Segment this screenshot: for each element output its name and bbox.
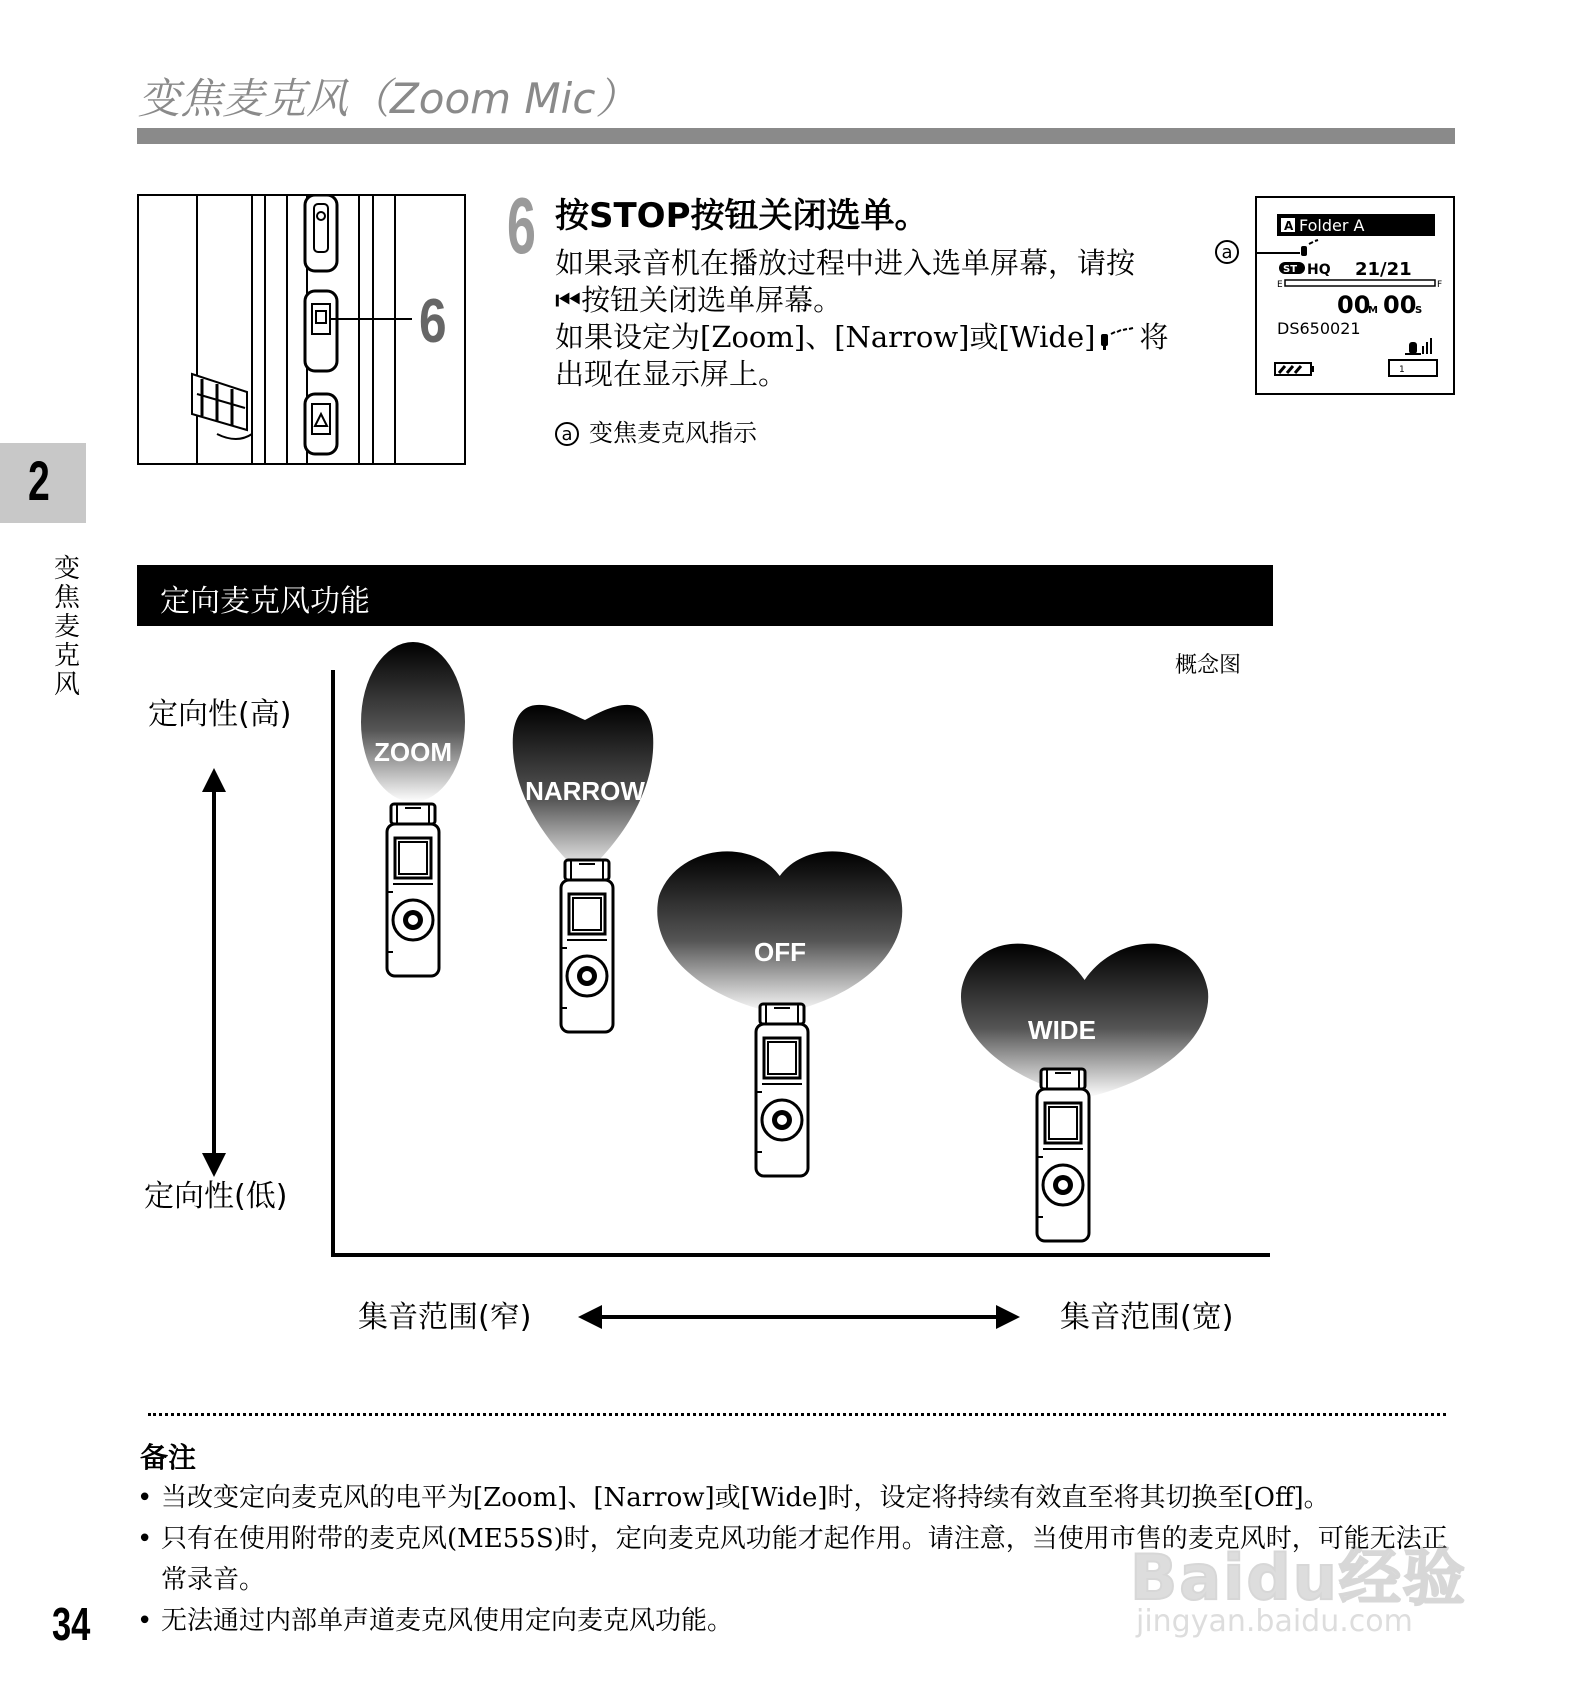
section-title: 定向麦克风功能: [160, 584, 370, 619]
lcd-folder: Folder A: [1299, 216, 1365, 235]
header-rule: [137, 128, 1455, 144]
notes-title: 备注: [140, 1441, 197, 1474]
step-body-line-text: 如果设定为[Zoom]、[Narrow]或[Wide]: [555, 320, 1096, 354]
directional-mic-diagram: [130, 640, 1290, 1360]
lcd-index: 1: [1399, 365, 1405, 375]
step-body-line: 如果录音机在播放过程中进入选单屏幕，请按: [555, 246, 1136, 280]
zoom-mic-icon: [1097, 326, 1137, 352]
watermark-url: jingyan.baidu.com: [1136, 1604, 1413, 1639]
zoom-pattern: [361, 642, 465, 976]
chapter-label: 变焦麦克风: [54, 554, 81, 700]
y-axis-low-label: 定向性(低): [144, 1179, 288, 1214]
mode-label-zoom: ZOOM: [374, 737, 452, 767]
note-text: 变焦麦克风指示: [589, 419, 757, 447]
mode-label-wide: WIDE: [1028, 1015, 1096, 1045]
svg-text:A: A: [1284, 219, 1294, 233]
lcd-file-count: 21/21: [1355, 259, 1412, 280]
narrow-pattern: [513, 705, 654, 1032]
y-axis-high-label: 定向性(高): [148, 697, 292, 732]
mode-label-narrow: NARROW: [525, 776, 645, 806]
step-body-line: [555, 319, 1195, 356]
svg-text:ST: ST: [1283, 264, 1298, 275]
lcd-time-min-unit: M: [1368, 305, 1378, 316]
step-body-line-suffix: 将: [1139, 320, 1169, 354]
note-item: • 当改变定向麦克风的电平为[Zoom]、[Narrow]或[Wide]时，设定将持续有效直至将其切换至[Off]。: [137, 1478, 1457, 1519]
step-number: 6: [507, 181, 536, 270]
lcd-scale-left: E: [1277, 280, 1283, 290]
chapter-number: 2: [28, 449, 50, 512]
step-note: [555, 413, 757, 448]
step-body-line: ⏮按钮关闭选单屏幕。: [555, 283, 843, 317]
note-marker: a: [555, 422, 579, 446]
x-axis-wide-label: 集音范围(宽): [1060, 1300, 1234, 1335]
page-header-title: 变焦麦克风（Zoom Mic）: [138, 74, 638, 123]
concept-label: 概念图: [1175, 653, 1242, 678]
lcd-time-sec-unit: S: [1415, 305, 1423, 316]
x-axis-narrow-label: 集音范围(窄): [358, 1300, 532, 1335]
device-side-illustration: [137, 194, 466, 465]
lcd-callout-marker: a: [1215, 240, 1239, 264]
mode-label-off: OFF: [754, 937, 806, 967]
lcd-scale-right: F: [1437, 280, 1443, 290]
photo-callout-number: 6: [419, 285, 447, 356]
note-item: • 只有在使用附带的麦克风(ME55S)时，定向麦克风功能才起作用。请注意，当使用市售的麦克风时，可能无法正常录音。: [137, 1519, 1461, 1601]
watermark-brand: Baidu经验: [1130, 1541, 1467, 1614]
wide-pattern: [961, 944, 1208, 1241]
notes-divider: [148, 1413, 1446, 1416]
note-item: • 无法通过内部单声道麦克风使用定向麦克风功能。: [137, 1601, 1457, 1642]
off-pattern: [657, 851, 902, 1176]
step-body-line: 出现在显示屏上。: [555, 357, 788, 391]
step-heading: 按STOP按钮关闭选单。: [555, 196, 929, 236]
page-number: 34: [52, 1598, 91, 1650]
lcd-screen-illustration: [1255, 196, 1455, 395]
lcd-filename: DS650021: [1277, 319, 1361, 338]
lcd-mode: HQ: [1307, 262, 1331, 278]
lcd-time-sec: 00: [1383, 291, 1417, 319]
watermark: [1130, 1528, 1490, 1638]
lcd-callout: [1215, 240, 1249, 264]
step-body: [555, 245, 1195, 393]
lcd-time-min: 00: [1337, 291, 1371, 319]
